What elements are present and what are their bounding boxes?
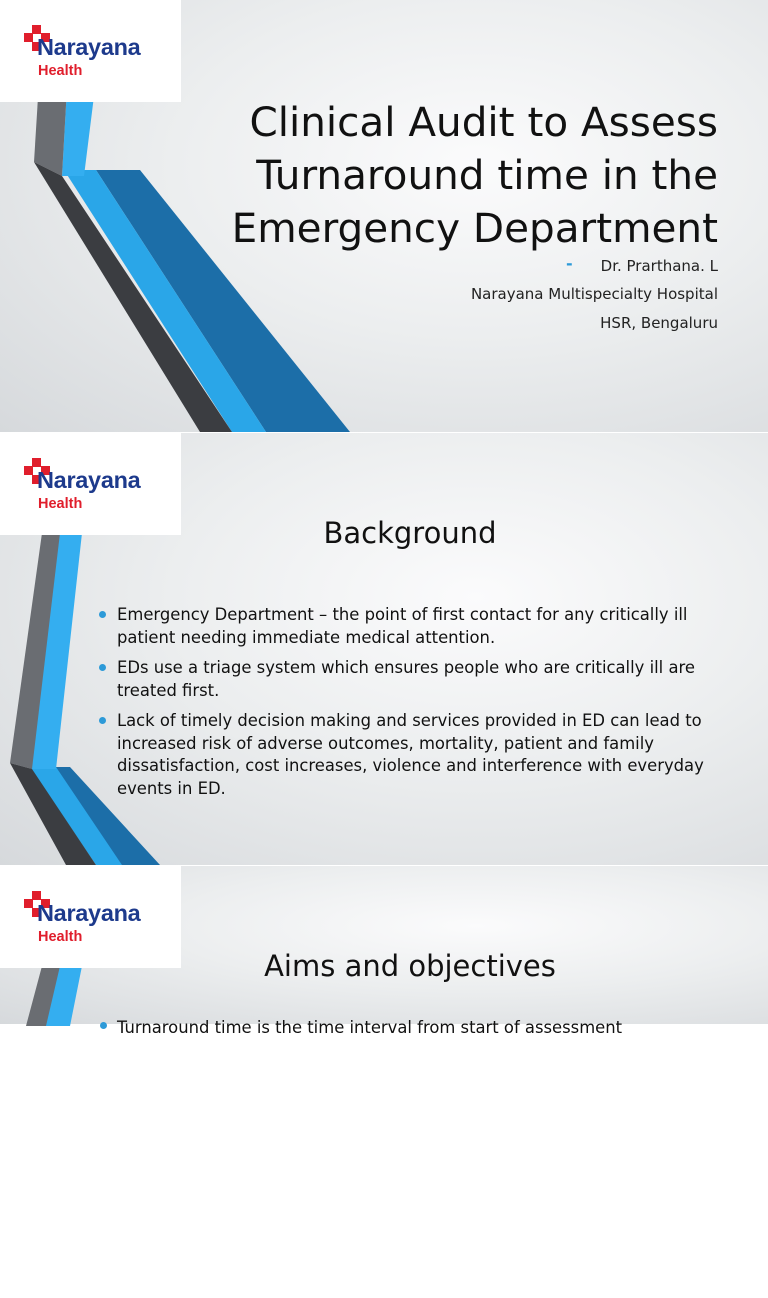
slide-1 xyxy=(0,0,768,432)
presenter-name: Dr. Prarthana. L xyxy=(600,257,718,275)
hospital-name: Narayana Multispecialty Hospital xyxy=(470,285,718,303)
bullet-text: Turnaround time is the time interval from start of assessment xyxy=(117,1018,623,1037)
slide-heading: Aims and objectives xyxy=(264,949,556,983)
list-item xyxy=(99,710,724,800)
bullet-icon xyxy=(99,611,106,618)
bullet-icon xyxy=(99,717,106,724)
list-item xyxy=(99,604,724,649)
bullet-text: Emergency Department – the point of first contact for any critically ill patient needing immediate medical attention. xyxy=(117,605,688,647)
subtitle-dash: - xyxy=(566,254,573,273)
logo-name: Narayana xyxy=(37,900,141,926)
location: HSR, Bengaluru xyxy=(600,314,718,332)
bullet-icon xyxy=(100,1022,107,1029)
logo-name: Narayana xyxy=(37,467,141,493)
logo xyxy=(0,866,181,968)
slide-2 xyxy=(0,433,768,865)
bullet-list xyxy=(99,604,724,808)
bullet-icon xyxy=(99,664,106,671)
logo-name: Narayana xyxy=(37,34,141,60)
logo xyxy=(0,433,181,535)
logo xyxy=(0,0,181,102)
slide-3 xyxy=(0,866,768,1037)
list-item xyxy=(99,657,724,702)
logo-sub: Health xyxy=(38,929,83,945)
bullet-text: Lack of timely decision making and services provided in ED can lead to increased risk of adverse outcomes, mortality, patient and family dissatisfaction, cost increases, violence and interference with everyday events in ED. xyxy=(117,711,704,798)
logo-sub: Health xyxy=(38,496,83,512)
bullet-text: EDs use a triage system which ensures people who are critically ill are treated first. xyxy=(117,658,695,700)
slide-title: Clinical Audit to Assess Turnaround time in the Emergency Department xyxy=(231,98,718,252)
logo-sub: Health xyxy=(38,63,83,79)
slide-heading: Background xyxy=(323,516,497,550)
